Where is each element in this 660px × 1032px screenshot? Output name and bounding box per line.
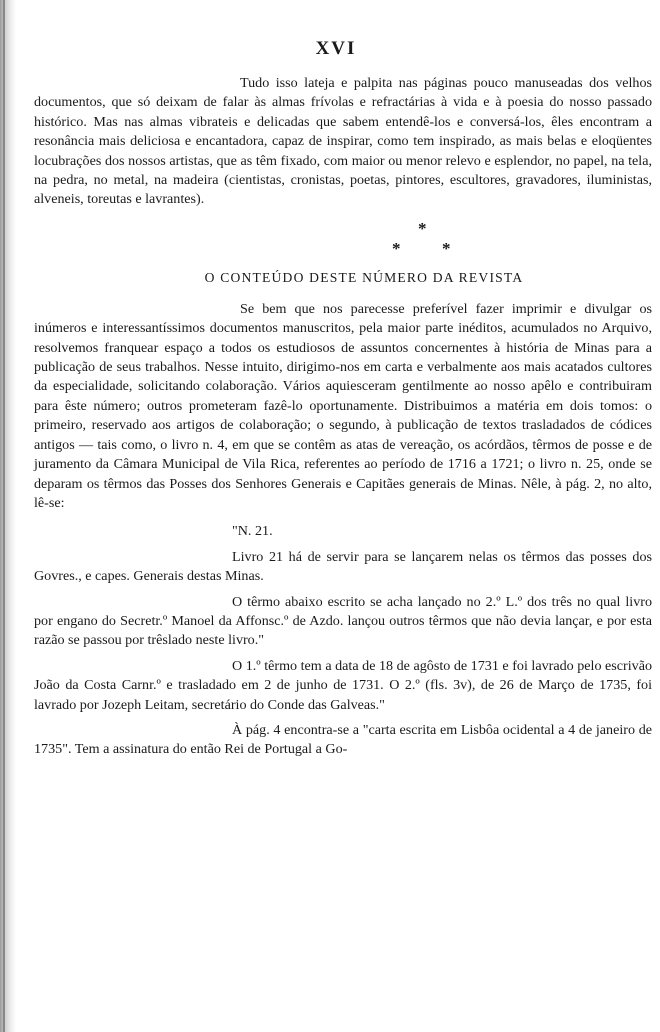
divider-star: * [392, 238, 401, 258]
divider-star: * [442, 238, 451, 258]
quote-paragraph: Livro 21 há de servir para se lançarem nelas os têrmos das posses dos Govres., e capes. Generais destas Minas. [34, 548, 652, 585]
closing-paragraph: À pág. 4 encontra-se a "carta escrita em Lisbôa ocidental a 4 de janeiro de 1735". Tem a assinatura do então Rei de Portugal a Go- [34, 721, 652, 758]
divider-star: * [418, 218, 427, 238]
page-body [34, 74, 652, 760]
section-heading: O CONTEÚDO DESTE NÚMERO DA REVISTA [204, 269, 524, 285]
section-divider [34, 216, 652, 258]
page-number: XVI [315, 38, 357, 59]
quote-paragraph: O têrmo abaixo escrito se acha lançado no 2.º L.º dos três no qual livro por engano do Secretr.º Manoel da Affonsc.º de Azdo. lançou outros têrmos que não devia lançar, e por esta razão se passou por trêslado neste livro." [34, 593, 652, 649]
quote-heading: "N. 21. [232, 523, 273, 540]
quote-paragraph: O 1.º têrmo tem a data de 18 de agôsto de 1731 e foi lavrado pelo escrivão João da Costa Carnr.º e trasladado em 2 de junho de 1731. O 2.º (fls. 3v), de 26 de Março de 1735, foi lavrado por Jozeph Leitam, secretário do Conde das Galveas." [34, 657, 652, 713]
section-paragraph: Se bem que nos parecesse preferível fazer imprimir e divulgar os inúmeros e interessantíssimos documentos manuscritos, pela maior parte inéditos, acumulados no Arquivo, resolvemos franquear espaço a todos os estudiosos de assuntos concernentes à história de Minas para a publicação de seus trabalhos. Nesse intuito, dirigimo-nos em carta e verbalmente aos mais acatados cultores da especialidade, solicitando colaboração. Vários aquiesceram gentilmente ao nosso apêlo e contribuiram para êste número; outros prometeram fazê-lo oportunamente. Distribuimos a matéria em dois tomos: o primeiro, reservado aos artigos de colaboração; o segundo, à publicação de textos trasladados de códices antigos — tais como, o livro n. 4, em que se contêm as atas de vereação, os acórdãos, têrmos de posse e de juramento da Câmara Municipal de Vila Rica, referentes ao período de 1716 a 1721; o livro n. 25, onde se deparam os têrmos das Posses dos Senhores Generais e Capitães generais de Minas. Nêle, à pág. 2, no alto, lê-se: [34, 300, 652, 511]
binding-line [3, 0, 5, 1032]
intro-paragraph: Tudo isso lateja e palpita nas páginas pouco manuseadas dos velhos documentos, que só deixam de falar às almas frívolas e refractárias à vida e à poesia do nosso passado histórico. Mas nas almas vibrateis e delicadas que sabem entendê-los e conversá-los, êles encontram a resonância mais deliciosa e encantadora, capaz de inspirar, como tem inspirado, as mais belas e eloqüentes locubrações dos nossos artistas, que as têm fixado, com maior ou menor relevo e esplendor, no papel, na tela, na pedra, no metal, na madeira (cientistas, cronistas, poetas, pintores, escultores, gravadores, iluministas, alveneis, toreutas e lavrantes). [34, 75, 652, 208]
